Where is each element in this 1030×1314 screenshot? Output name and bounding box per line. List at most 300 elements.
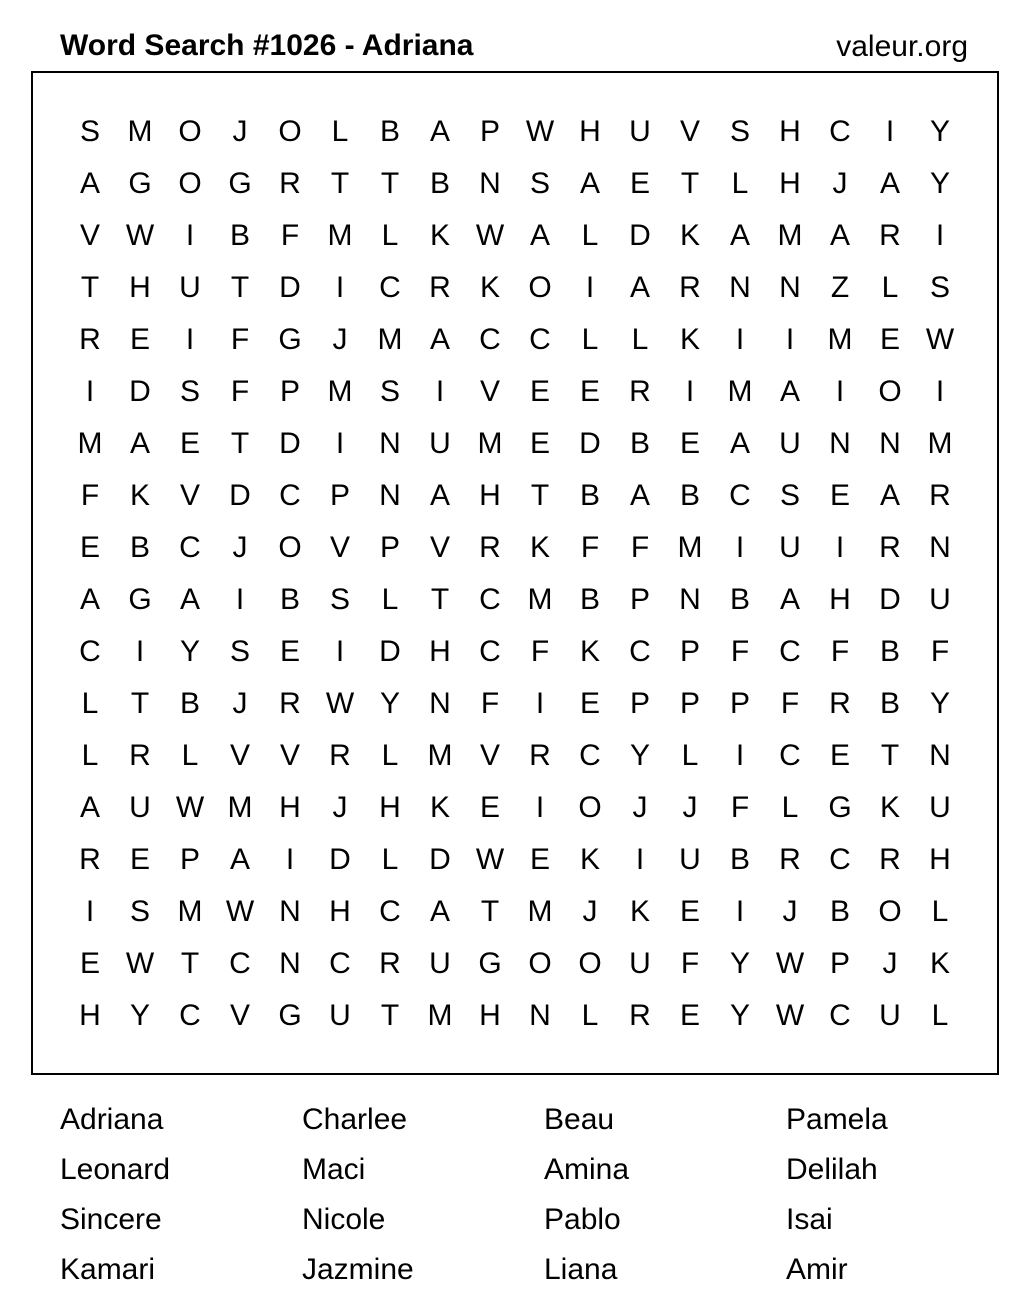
grid-cell[interactable]: H <box>779 115 801 148</box>
grid-cell[interactable]: W <box>775 947 805 980</box>
grid-cell[interactable]: M <box>327 375 353 408</box>
grid-cell[interactable]: D <box>279 427 301 460</box>
grid-cell[interactable]: W <box>775 999 805 1032</box>
grid-cell[interactable]: U <box>629 947 651 980</box>
grid-cell[interactable]: H <box>479 999 501 1032</box>
grid-cell[interactable]: M <box>427 739 453 772</box>
grid-cell[interactable]: C <box>79 635 101 668</box>
grid-cell[interactable]: M <box>227 791 253 824</box>
grid-cell[interactable]: A <box>429 323 450 356</box>
grid-cell[interactable]: S <box>779 479 800 512</box>
grid-cell[interactable]: E <box>679 895 700 928</box>
grid-cell[interactable]: F <box>530 635 550 668</box>
grid-cell[interactable]: T <box>230 427 250 460</box>
grid-cell[interactable]: L <box>331 115 349 148</box>
grid-cell[interactable]: E <box>529 843 550 876</box>
grid-cell[interactable]: R <box>479 531 501 564</box>
grid-cell[interactable]: P <box>629 583 650 616</box>
grid-cell[interactable]: E <box>879 323 900 356</box>
grid-cell[interactable]: C <box>779 739 801 772</box>
grid-cell[interactable]: J <box>332 791 348 824</box>
grid-cell[interactable]: N <box>529 999 551 1032</box>
grid-cell[interactable]: G <box>228 167 252 200</box>
grid-cell[interactable]: K <box>529 531 550 564</box>
grid-cell[interactable]: L <box>581 323 599 356</box>
grid-cell[interactable]: Y <box>729 999 750 1032</box>
grid-cell[interactable]: C <box>329 947 351 980</box>
grid-cell[interactable]: U <box>129 791 151 824</box>
grid-cell[interactable]: K <box>629 895 650 928</box>
grid-cell[interactable]: C <box>479 635 501 668</box>
grid-cell[interactable]: A <box>629 271 650 304</box>
grid-cell[interactable]: E <box>129 323 150 356</box>
grid-cell[interactable]: O <box>528 947 552 980</box>
grid-cell[interactable]: W <box>125 219 155 252</box>
grid-cell[interactable]: I <box>835 531 845 564</box>
grid-cell[interactable]: F <box>580 531 600 564</box>
grid-cell[interactable]: A <box>879 479 900 512</box>
grid-cell[interactable]: I <box>735 531 745 564</box>
grid-cell[interactable]: O <box>278 115 302 148</box>
grid-cell[interactable]: I <box>185 219 195 252</box>
grid-cell[interactable]: N <box>929 531 951 564</box>
grid-cell[interactable]: Z <box>830 271 850 304</box>
grid-cell[interactable]: V <box>229 999 250 1032</box>
grid-cell[interactable]: B <box>429 167 450 200</box>
grid-cell[interactable]: Y <box>729 947 750 980</box>
grid-cell[interactable]: L <box>881 271 899 304</box>
grid-cell[interactable]: M <box>127 115 153 148</box>
grid-cell[interactable]: V <box>179 479 200 512</box>
grid-cell[interactable]: C <box>479 323 501 356</box>
grid-cell[interactable]: E <box>679 999 700 1032</box>
grid-cell[interactable]: T <box>530 479 550 512</box>
grid-cell[interactable]: J <box>582 895 598 928</box>
grid-cell[interactable]: M <box>377 323 403 356</box>
grid-cell[interactable]: E <box>129 843 150 876</box>
grid-cell[interactable]: N <box>729 271 751 304</box>
grid-cell[interactable]: F <box>280 219 300 252</box>
grid-cell[interactable]: T <box>180 947 200 980</box>
grid-cell[interactable]: R <box>79 843 101 876</box>
grid-cell[interactable]: O <box>878 895 902 928</box>
grid-cell[interactable]: L <box>381 843 399 876</box>
grid-cell[interactable]: N <box>929 739 951 772</box>
grid-cell[interactable]: W <box>925 323 955 356</box>
grid-cell[interactable]: J <box>232 531 248 564</box>
grid-cell[interactable]: I <box>185 323 195 356</box>
grid-cell[interactable]: M <box>177 895 203 928</box>
grid-cell[interactable]: I <box>835 375 845 408</box>
grid-cell[interactable]: G <box>828 791 852 824</box>
grid-cell[interactable]: L <box>181 739 199 772</box>
grid-cell[interactable]: V <box>679 115 700 148</box>
grid-cell[interactable]: K <box>129 479 150 512</box>
grid-cell[interactable]: L <box>931 999 949 1032</box>
grid-cell[interactable]: U <box>179 271 201 304</box>
grid-cell[interactable]: R <box>329 739 351 772</box>
grid-cell[interactable]: E <box>529 427 550 460</box>
grid-cell[interactable]: B <box>879 687 900 720</box>
grid-cell[interactable]: Y <box>929 687 950 720</box>
grid-cell[interactable]: W <box>175 791 205 824</box>
grid-cell[interactable]: L <box>381 739 399 772</box>
grid-cell[interactable]: A <box>79 167 100 200</box>
grid-cell[interactable]: P <box>679 635 700 668</box>
grid-cell[interactable]: F <box>480 687 500 720</box>
grid-cell[interactable]: R <box>279 687 301 720</box>
grid-cell[interactable]: N <box>829 427 851 460</box>
grid-cell[interactable]: A <box>429 479 450 512</box>
grid-cell[interactable]: C <box>379 271 401 304</box>
grid-cell[interactable]: M <box>527 895 553 928</box>
grid-cell[interactable]: P <box>679 687 700 720</box>
grid-cell[interactable]: L <box>81 739 99 772</box>
grid-cell[interactable]: T <box>130 687 150 720</box>
grid-cell[interactable]: N <box>379 427 401 460</box>
grid-cell[interactable]: S <box>529 167 550 200</box>
grid-cell[interactable]: E <box>579 375 600 408</box>
grid-cell[interactable]: R <box>829 687 851 720</box>
grid-cell[interactable]: P <box>479 115 500 148</box>
grid-cell[interactable]: L <box>381 583 399 616</box>
grid-cell[interactable]: A <box>229 843 250 876</box>
grid-cell[interactable]: S <box>229 635 250 668</box>
grid-cell[interactable]: G <box>478 947 502 980</box>
grid-cell[interactable]: C <box>229 947 251 980</box>
grid-cell[interactable]: C <box>579 739 601 772</box>
grid-cell[interactable]: F <box>680 947 700 980</box>
grid-cell[interactable]: B <box>379 115 400 148</box>
grid-cell[interactable]: O <box>578 947 602 980</box>
grid-cell[interactable]: T <box>480 895 500 928</box>
grid-cell[interactable]: U <box>429 427 451 460</box>
grid-cell[interactable]: O <box>178 115 202 148</box>
grid-cell[interactable]: C <box>179 531 201 564</box>
grid-cell[interactable]: P <box>829 947 850 980</box>
grid-cell[interactable]: A <box>79 583 100 616</box>
grid-cell[interactable]: U <box>329 999 351 1032</box>
grid-cell[interactable]: R <box>79 323 101 356</box>
grid-cell[interactable]: L <box>581 999 599 1032</box>
grid-cell[interactable]: U <box>779 427 801 460</box>
grid-cell[interactable]: K <box>679 323 700 356</box>
grid-cell[interactable]: I <box>935 375 945 408</box>
grid-cell[interactable]: G <box>278 323 302 356</box>
grid-cell[interactable]: U <box>429 947 451 980</box>
grid-cell[interactable]: M <box>727 375 753 408</box>
grid-cell[interactable]: W <box>125 947 155 980</box>
grid-cell[interactable]: R <box>629 999 651 1032</box>
grid-cell[interactable]: I <box>535 687 545 720</box>
grid-cell[interactable]: H <box>829 583 851 616</box>
grid-cell[interactable]: D <box>329 843 351 876</box>
grid-cell[interactable]: T <box>680 167 700 200</box>
grid-cell[interactable]: R <box>879 219 901 252</box>
grid-cell[interactable]: N <box>429 687 451 720</box>
grid-cell[interactable]: R <box>679 271 701 304</box>
grid-cell[interactable]: H <box>279 791 301 824</box>
grid-cell[interactable]: S <box>379 375 400 408</box>
grid-cell[interactable]: H <box>79 999 101 1032</box>
grid-cell[interactable]: P <box>729 687 750 720</box>
grid-cell[interactable]: J <box>832 167 848 200</box>
grid-cell[interactable]: F <box>830 635 850 668</box>
grid-cell[interactable]: D <box>879 583 901 616</box>
grid-cell[interactable]: I <box>135 635 145 668</box>
grid-cell[interactable]: I <box>735 323 745 356</box>
grid-cell[interactable]: K <box>479 271 500 304</box>
grid-cell[interactable]: T <box>80 271 100 304</box>
grid-cell[interactable]: R <box>379 947 401 980</box>
grid-cell[interactable]: R <box>779 843 801 876</box>
grid-cell[interactable]: D <box>229 479 251 512</box>
grid-cell[interactable]: A <box>629 479 650 512</box>
grid-cell[interactable]: V <box>279 739 300 772</box>
grid-cell[interactable]: W <box>475 219 505 252</box>
grid-cell[interactable]: M <box>427 999 453 1032</box>
grid-cell[interactable]: F <box>780 687 800 720</box>
grid-cell[interactable]: R <box>879 531 901 564</box>
grid-cell[interactable]: B <box>629 427 650 460</box>
grid-cell[interactable]: C <box>179 999 201 1032</box>
grid-cell[interactable]: B <box>179 687 200 720</box>
grid-cell[interactable]: N <box>279 947 301 980</box>
grid-cell[interactable]: V <box>429 531 450 564</box>
grid-cell[interactable]: W <box>325 687 355 720</box>
grid-cell[interactable]: R <box>529 739 551 772</box>
grid-cell[interactable]: R <box>279 167 301 200</box>
grid-cell[interactable]: Y <box>629 739 650 772</box>
grid-cell[interactable]: V <box>79 219 100 252</box>
grid-cell[interactable]: E <box>279 635 300 668</box>
grid-cell[interactable]: M <box>777 219 803 252</box>
grid-cell[interactable]: E <box>579 687 600 720</box>
grid-cell[interactable]: I <box>285 843 295 876</box>
grid-cell[interactable]: L <box>681 739 699 772</box>
grid-cell[interactable]: N <box>379 479 401 512</box>
grid-cell[interactable]: F <box>730 791 750 824</box>
grid-cell[interactable]: G <box>128 167 152 200</box>
grid-cell[interactable]: U <box>679 843 701 876</box>
grid-cell[interactable]: E <box>79 947 100 980</box>
grid-cell[interactable]: I <box>885 115 895 148</box>
grid-cell[interactable]: B <box>879 635 900 668</box>
grid-cell[interactable]: N <box>879 427 901 460</box>
grid-cell[interactable]: M <box>927 427 953 460</box>
grid-cell[interactable]: O <box>278 531 302 564</box>
grid-cell[interactable]: L <box>631 323 649 356</box>
grid-cell[interactable]: M <box>827 323 853 356</box>
grid-cell[interactable]: E <box>629 167 650 200</box>
grid-cell[interactable]: I <box>335 271 345 304</box>
grid-cell[interactable]: O <box>878 375 902 408</box>
grid-cell[interactable]: Y <box>929 167 950 200</box>
grid-cell[interactable]: C <box>279 479 301 512</box>
grid-cell[interactable]: C <box>829 843 851 876</box>
grid-cell[interactable]: I <box>85 895 95 928</box>
grid-cell[interactable]: D <box>379 635 401 668</box>
grid-cell[interactable]: V <box>479 375 500 408</box>
grid-cell[interactable]: A <box>779 375 800 408</box>
grid-cell[interactable]: I <box>685 375 695 408</box>
grid-cell[interactable]: I <box>635 843 645 876</box>
grid-cell[interactable]: L <box>931 895 949 928</box>
grid-cell[interactable]: I <box>585 271 595 304</box>
grid-cell[interactable]: L <box>731 167 749 200</box>
grid-cell[interactable]: K <box>429 219 450 252</box>
grid-cell[interactable]: I <box>785 323 795 356</box>
grid-cell[interactable]: E <box>529 375 550 408</box>
grid-cell[interactable]: N <box>779 271 801 304</box>
grid-cell[interactable]: J <box>882 947 898 980</box>
grid-cell[interactable]: Y <box>129 999 150 1032</box>
grid-cell[interactable]: A <box>529 219 550 252</box>
grid-cell[interactable]: H <box>129 271 151 304</box>
grid-cell[interactable]: S <box>79 115 100 148</box>
grid-cell[interactable]: L <box>381 219 399 252</box>
grid-cell[interactable]: F <box>630 531 650 564</box>
grid-cell[interactable]: I <box>435 375 445 408</box>
grid-cell[interactable]: E <box>829 739 850 772</box>
grid-cell[interactable]: T <box>430 583 450 616</box>
grid-cell[interactable]: P <box>379 531 400 564</box>
grid-cell[interactable]: C <box>379 895 401 928</box>
grid-cell[interactable]: T <box>230 271 250 304</box>
grid-cell[interactable]: O <box>528 271 552 304</box>
grid-cell[interactable]: A <box>879 167 900 200</box>
grid-cell[interactable]: I <box>335 427 345 460</box>
grid-cell[interactable]: D <box>629 219 651 252</box>
grid-cell[interactable]: I <box>85 375 95 408</box>
grid-cell[interactable]: V <box>479 739 500 772</box>
grid-cell[interactable]: A <box>779 583 800 616</box>
grid-cell[interactable]: N <box>679 583 701 616</box>
grid-cell[interactable]: U <box>629 115 651 148</box>
grid-cell[interactable]: M <box>327 219 353 252</box>
grid-cell[interactable]: U <box>779 531 801 564</box>
grid-cell[interactable]: J <box>232 687 248 720</box>
grid-cell[interactable]: M <box>527 583 553 616</box>
grid-cell[interactable]: E <box>479 791 500 824</box>
grid-cell[interactable]: E <box>679 427 700 460</box>
grid-cell[interactable]: Y <box>929 115 950 148</box>
grid-cell[interactable]: T <box>380 167 400 200</box>
grid-cell[interactable]: B <box>679 479 700 512</box>
grid-cell[interactable]: R <box>129 739 151 772</box>
grid-cell[interactable]: C <box>779 635 801 668</box>
grid-cell[interactable]: C <box>529 323 551 356</box>
grid-cell[interactable]: F <box>230 323 250 356</box>
grid-cell[interactable]: H <box>929 843 951 876</box>
grid-cell[interactable]: A <box>729 219 750 252</box>
grid-cell[interactable]: A <box>829 219 850 252</box>
grid-cell[interactable]: H <box>329 895 351 928</box>
grid-cell[interactable]: O <box>178 167 202 200</box>
grid-cell[interactable]: G <box>128 583 152 616</box>
grid-cell[interactable]: S <box>179 375 200 408</box>
grid-cell[interactable]: B <box>279 583 300 616</box>
grid-cell[interactable]: H <box>779 167 801 200</box>
grid-cell[interactable]: U <box>879 999 901 1032</box>
grid-cell[interactable]: H <box>579 115 601 148</box>
grid-cell[interactable]: S <box>729 115 750 148</box>
grid-cell[interactable]: I <box>235 583 245 616</box>
grid-cell[interactable]: P <box>179 843 200 876</box>
grid-cell[interactable]: B <box>729 583 750 616</box>
grid-cell[interactable]: H <box>479 479 501 512</box>
grid-cell[interactable]: L <box>581 219 599 252</box>
grid-cell[interactable]: D <box>429 843 451 876</box>
grid-cell[interactable]: R <box>429 271 451 304</box>
grid-cell[interactable]: V <box>229 739 250 772</box>
grid-cell[interactable]: H <box>379 791 401 824</box>
grid-cell[interactable]: I <box>935 219 945 252</box>
grid-cell[interactable]: F <box>730 635 750 668</box>
grid-cell[interactable]: K <box>929 947 950 980</box>
grid-cell[interactable]: A <box>129 427 150 460</box>
grid-cell[interactable]: J <box>232 115 248 148</box>
grid-cell[interactable]: F <box>80 479 100 512</box>
grid-cell[interactable]: W <box>525 115 555 148</box>
grid-cell[interactable]: P <box>279 375 300 408</box>
grid-cell[interactable]: M <box>77 427 103 460</box>
grid-cell[interactable]: J <box>332 323 348 356</box>
grid-cell[interactable]: I <box>735 895 745 928</box>
grid-cell[interactable]: R <box>879 843 901 876</box>
grid-cell[interactable]: J <box>682 791 698 824</box>
grid-cell[interactable]: S <box>329 583 350 616</box>
grid-cell[interactable]: A <box>429 115 450 148</box>
grid-cell[interactable]: C <box>729 479 751 512</box>
grid-cell[interactable]: B <box>829 895 850 928</box>
grid-cell[interactable]: A <box>579 167 600 200</box>
grid-cell[interactable]: K <box>579 843 600 876</box>
grid-cell[interactable]: Y <box>379 687 400 720</box>
grid-cell[interactable]: D <box>579 427 601 460</box>
grid-cell[interactable]: L <box>81 687 99 720</box>
grid-cell[interactable]: J <box>632 791 648 824</box>
grid-cell[interactable]: R <box>929 479 951 512</box>
grid-cell[interactable]: D <box>129 375 151 408</box>
grid-cell[interactable]: H <box>429 635 451 668</box>
grid-cell[interactable]: W <box>225 895 255 928</box>
grid-cell[interactable]: K <box>879 791 900 824</box>
grid-cell[interactable]: G <box>278 999 302 1032</box>
grid-cell[interactable]: E <box>79 531 100 564</box>
grid-cell[interactable]: A <box>429 895 450 928</box>
grid-cell[interactable]: A <box>179 583 200 616</box>
grid-cell[interactable]: T <box>380 999 400 1032</box>
grid-cell[interactable]: M <box>477 427 503 460</box>
grid-cell[interactable]: N <box>279 895 301 928</box>
grid-cell[interactable]: C <box>479 583 501 616</box>
grid-cell[interactable]: M <box>677 531 703 564</box>
grid-cell[interactable]: F <box>930 635 950 668</box>
grid-cell[interactable]: W <box>475 843 505 876</box>
grid-cell[interactable]: T <box>330 167 350 200</box>
grid-cell[interactable]: A <box>79 791 100 824</box>
grid-cell[interactable]: I <box>535 791 545 824</box>
grid-cell[interactable]: N <box>479 167 501 200</box>
grid-cell[interactable]: B <box>129 531 150 564</box>
grid-cell[interactable]: Y <box>179 635 200 668</box>
grid-cell[interactable]: C <box>829 115 851 148</box>
grid-cell[interactable]: R <box>629 375 651 408</box>
grid-cell[interactable]: C <box>829 999 851 1032</box>
grid-cell[interactable]: B <box>729 843 750 876</box>
grid-cell[interactable]: K <box>679 219 700 252</box>
